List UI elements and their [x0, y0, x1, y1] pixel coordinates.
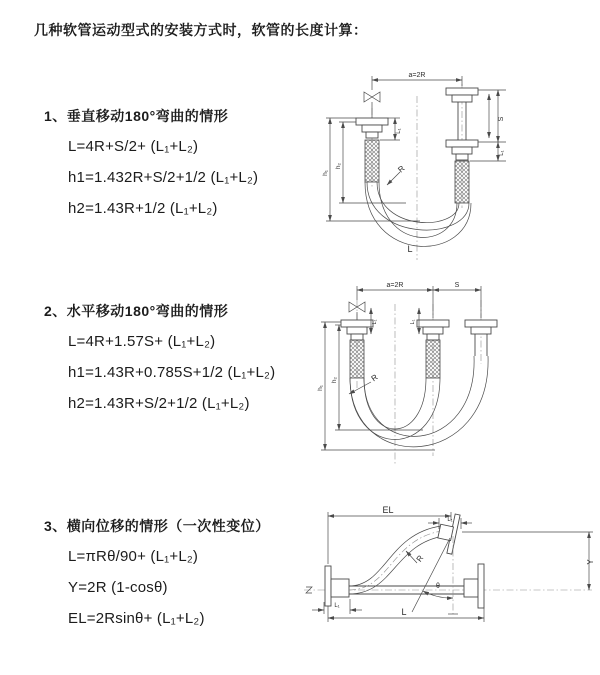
right-flange-original	[349, 564, 484, 608]
braided-section	[426, 340, 440, 378]
middle-fitting	[417, 320, 449, 378]
centerlines	[372, 84, 462, 260]
radius-label: R	[414, 553, 426, 564]
section-3-heading: 3、横向位移的情形（一次性变位）	[44, 518, 270, 534]
dim-h2-label: h₂	[331, 376, 338, 384]
formula-line: L=πRθ/90+ (L₁+L₂)	[68, 548, 199, 565]
hose-curves	[350, 356, 488, 447]
diagram-lateral-displacement	[300, 502, 600, 652]
section-2-heading: 2、水平移动180°弯曲的情形	[44, 303, 229, 319]
dim-l1-label: L₁	[410, 319, 416, 325]
right-fitting	[446, 88, 478, 203]
left-fitting	[341, 320, 373, 378]
dim-h1-label: h₁	[317, 385, 324, 391]
formula-line: EL=2Rsinθ+ (L₁+L₂)	[68, 610, 205, 627]
dim-a2r-label: a=2R	[386, 282, 404, 289]
braided-section	[365, 140, 379, 182]
dim-l	[328, 606, 484, 622]
theta-label: θ	[436, 583, 440, 590]
formula-line: h1=1.43R+0.785S+1/2 (L₁+L₂)	[68, 364, 276, 381]
page-title: 几种软管运动型式的安装方式时，软管的长度计算：	[34, 22, 368, 38]
left-flange	[325, 566, 349, 606]
section-1-formulas	[68, 138, 258, 218]
dim-l1-label: L₁	[334, 603, 340, 609]
hose-s-curve	[349, 526, 444, 594]
section-1-heading: 1、垂直移动180°弯曲的情形	[44, 108, 229, 124]
braided-section	[350, 340, 364, 378]
dim-l1-label: L₁	[499, 150, 505, 156]
dim-l1-label: L₁	[372, 319, 378, 325]
dim-l1-label: L₁	[447, 517, 453, 523]
length-label: L	[407, 244, 413, 254]
section-vertical-move	[44, 106, 258, 231]
dim-y-label: Y	[586, 559, 595, 565]
dim-l1-label: L₁	[396, 128, 402, 134]
radius-label: R	[396, 163, 407, 175]
dim-h1	[317, 322, 435, 450]
formula-line: h1=1.432R+S/2+1/2 (L₁+L₂)	[68, 169, 259, 186]
formula-line: h2=1.43R+1/2 (L₁+L₂)	[68, 200, 218, 217]
dim-s	[478, 90, 506, 142]
dim-l1-bottom-left	[312, 599, 362, 614]
dim-h1-label: h₁	[322, 170, 329, 176]
formula-line: h2=1.43R+S/2+1/2 (L₁+L₂)	[68, 395, 250, 412]
formula-line: L=4R+1.57S+ (L₁+L₂)	[68, 333, 216, 350]
formula-line: Y=2R (1-cosθ)	[68, 579, 168, 596]
dim-h2-label: h₂	[335, 162, 342, 170]
dim-l1-left-pipe	[371, 308, 378, 334]
dim-a2r-label: a=2R	[408, 72, 426, 79]
section-horizontal-move	[44, 301, 275, 426]
radius-annotation	[387, 164, 407, 185]
section-3-formulas	[68, 548, 270, 628]
dim-s-label: S	[454, 282, 460, 289]
left-fitting	[356, 118, 388, 182]
braided-section	[455, 161, 469, 203]
diagram-horizontal-move-180	[315, 278, 600, 468]
valve-icon	[364, 92, 380, 118]
dim-el	[328, 505, 451, 564]
dim-s-label: S	[498, 116, 505, 122]
dim-a2r	[372, 72, 462, 90]
section-2-formulas	[68, 333, 275, 413]
diagram-vertical-move-180	[310, 68, 600, 268]
radius-label: R	[369, 372, 380, 384]
dim-el-label: EL	[382, 505, 394, 515]
dim-l-label: L	[401, 607, 407, 617]
section-lateral-displacement	[44, 516, 270, 641]
formula-line: L=4R+S/2+ (L₁+L₂)	[68, 138, 199, 155]
